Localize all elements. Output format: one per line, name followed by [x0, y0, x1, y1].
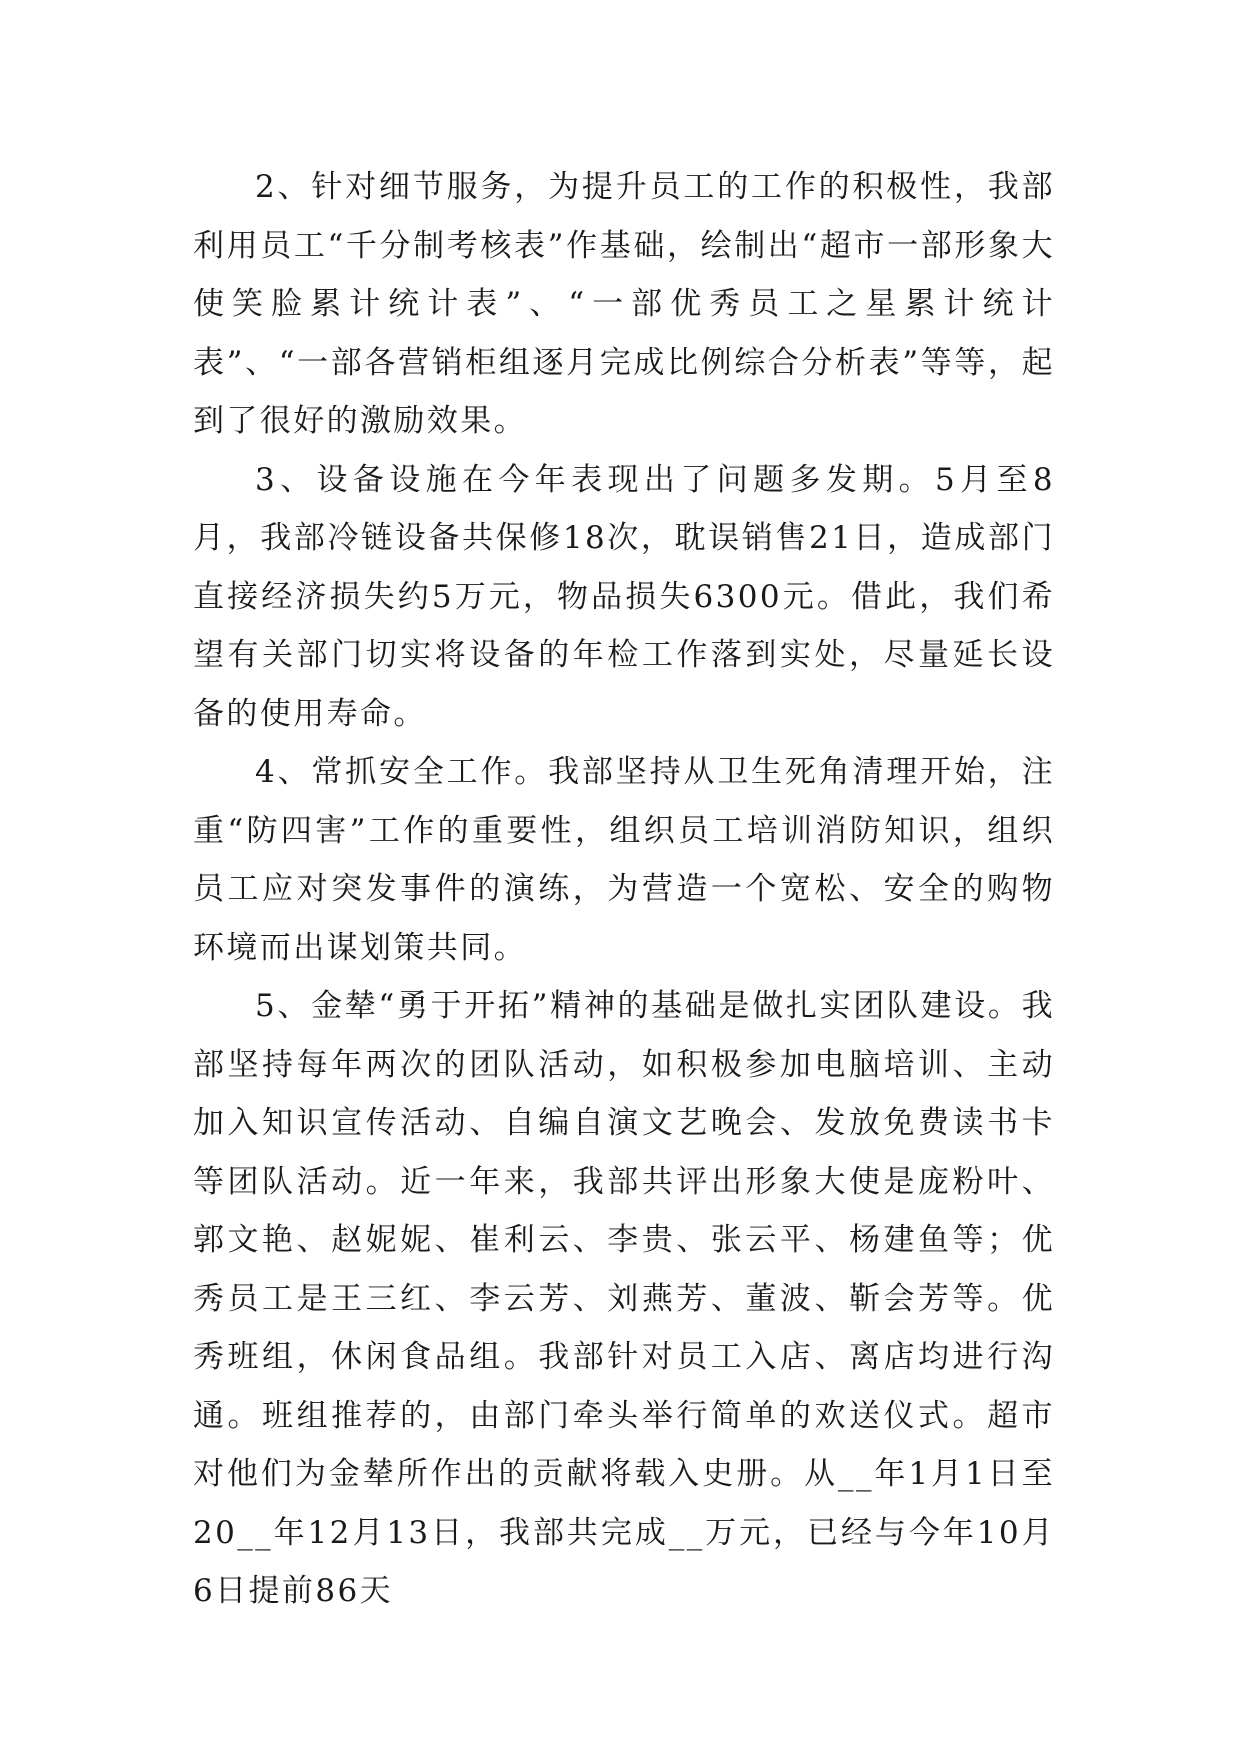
paragraph-item-4: 4、常抓安全工作。我部坚持从卫生死角清理开始，注重“防四害”工作的重要性，组织员工培训消防知识，组织员工应对突发事件的演练，为营造一个宽松、安全的购物环境而出谋划策共同。	[193, 754, 1055, 966]
paragraph-item-2: 2、针对细节服务，为提升员工的工作的积极性，我部利用员工“千分制考核表”作基础，绘制出“超市一部形象大使笑脸累计统计表”、“一部优秀员工之星累计统计表”、“一部各营销柜组逐月完成比例综合分析表”等等，起到了很好的激励效果。	[193, 169, 1055, 439]
paragraph-item-5: 5、金辇“勇于开拓”精神的基础是做扎实团队建设。我部坚持每年两次的团队活动，如积极参加电脑培训、主动加入知识宣传活动、自编自演文艺晚会、发放免费读书卡等团队活动。近一年来，我部共评出形象大使是庞粉叶、郭文艳、赵妮妮、崔利云、李贵、张云平、杨建鱼等；优秀员工是王三红、李云芳、刘燕芳、董波、靳会芳等。优秀班组，休闲食品组。我部针对员工入店、离店均进行沟通。班组推荐的，由部门牵头举行简单的欢送仪式。超市对他们为金辇所作出的贡献将载入史册。从__年1月1日至20__年12月13日，我部共完成__万元，已经与今年10月6日提前86天	[193, 988, 1055, 1609]
document-body	[193, 158, 1055, 1621]
paragraph-item-3: 3、设备设施在今年表现出了问题多发期。5月至8月，我部冷链设备共保修18次，耽误销售21日，造成部门直接经济损失约5万元，物品损失6300元。借此，我们希望有关部门切实将设备的年检工作落到实处，尽量延长设备的使用寿命。	[193, 461, 1055, 732]
